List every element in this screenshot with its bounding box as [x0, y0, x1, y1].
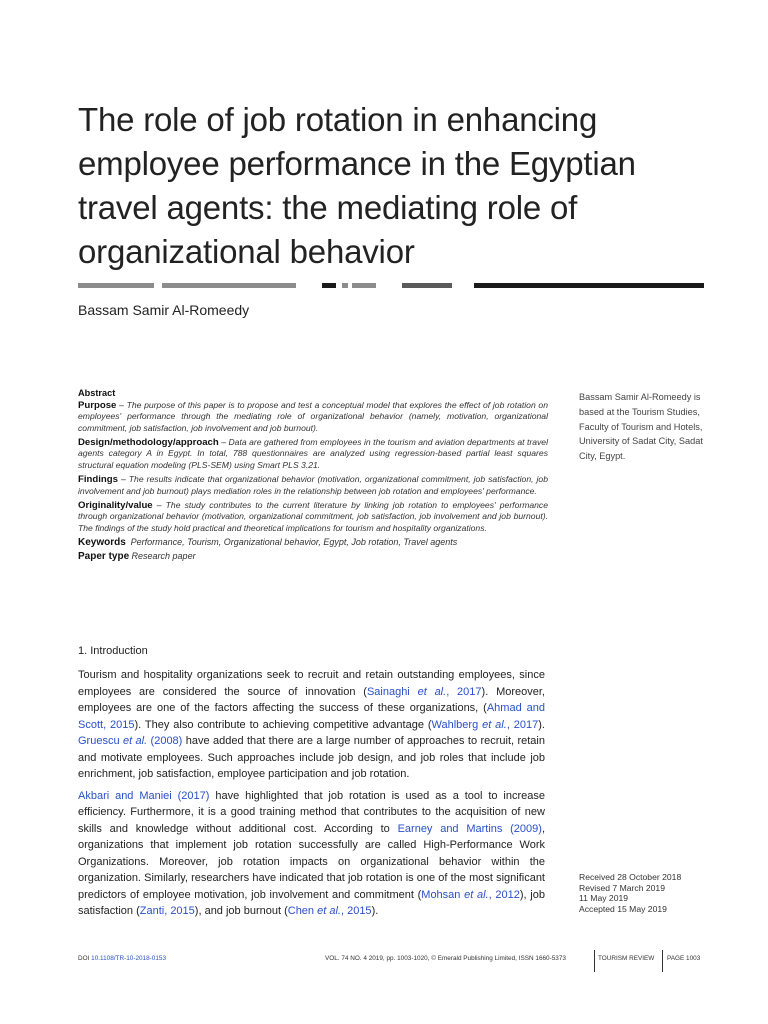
article-history: [579, 872, 719, 914]
citation-link[interactable]: , 2017: [506, 718, 539, 731]
citation-link[interactable]: (2008): [147, 735, 183, 747]
citation-link[interactable]: et al.: [417, 685, 447, 698]
abstract-section-separator: –: [116, 399, 127, 410]
abstract-section: [78, 474, 548, 497]
title-rule-segment: [322, 283, 336, 288]
date-revised: Revised 7 March 2019: [579, 882, 665, 893]
doi-label: DOI: [78, 955, 90, 962]
citation-link[interactable]: et al.: [464, 888, 489, 901]
citation-link[interactable]: Earney and Martins (2009): [397, 822, 542, 835]
abstract-section-label: Purpose: [78, 399, 117, 411]
body-text-run: , organizations that implement job rotation successfully are called High-Performance Work Organizations. Moreover, job rotation impacts on organizational behavior within the organization. Similarly, researchers have indicated that job rotation is one of the most significant predictors of employee motivation, job involvement and commitment (: [78, 822, 546, 901]
abstract-sections: [78, 400, 548, 535]
abstract-section-text: The study contributes to the current literature by linking job rotation to employees' performance through organizational behavior (motivation, organizational commitment, job satisfaction, job involvement and job burnout). The findings of the study hold practical and theoretical implications for tourism and hospitality organizations.: [78, 499, 548, 534]
keywords-label: Keywords: [78, 537, 126, 549]
citation-link[interactable]: Ahmad and Scott, 2015: [78, 702, 545, 731]
body-text-run: ).: [538, 718, 545, 731]
citation-link[interactable]: Zanti, 2015: [139, 905, 195, 917]
abstract-section-label: Findings: [78, 474, 118, 486]
citation-link[interactable]: , 2015: [340, 905, 372, 917]
title-rule-segment: [474, 283, 704, 288]
keywords-value: Performance, Tourism, Organizational behavior, Egypt, Job rotation, Travel agents: [130, 537, 458, 548]
citation-link[interactable]: Akbari and Maniei (2017): [78, 789, 210, 802]
title-rule-segment: [162, 283, 296, 288]
abstract: [78, 388, 548, 565]
citation-link[interactable]: , 2017: [446, 685, 482, 698]
section-heading: 1. Introduction: [78, 645, 148, 657]
date-received: Received 28 October 2018: [579, 872, 682, 882]
citation-link[interactable]: et al.: [122, 735, 148, 747]
paragraph: [78, 667, 545, 783]
citation-link[interactable]: et al.: [482, 718, 507, 731]
doi-link[interactable]: 10.1108/TR-10-2018-0153: [91, 955, 167, 962]
body-text-run: ). Moreover, employees are one of the factors affecting the success of these organizations, (: [78, 685, 545, 714]
citation-link[interactable]: Sainaghi: [366, 685, 418, 698]
keywords-line: [78, 537, 548, 549]
citation-link[interactable]: Chen: [287, 905, 318, 917]
paper-type-value: Research paper: [131, 551, 196, 562]
citation-link[interactable]: et al.: [317, 905, 341, 917]
title-rule-segment: [78, 283, 154, 288]
author-bio: Bassam Samir Al-Romeedy is based at the Tourism Studies, Faculty of Tourism and Hotels, University of Sadat City, Sadat City, Egypt.: [579, 392, 703, 462]
citation-link[interactable]: Gruescu: [78, 735, 123, 747]
abstract-heading: Abstract: [78, 388, 116, 398]
abstract-section-separator: –: [218, 436, 229, 447]
abstract-section-separator: –: [152, 499, 166, 510]
abstract-section-label: Originality/value: [78, 499, 153, 511]
date-revised-2: 11 May 2019: [579, 893, 629, 904]
abstract-section-text: Data are gathered from employees in the tourism and aviation departments at travel agents category A in Egypt. In total, 788 questionnaires are analyzed using regression-based partial least squares structural equation modeling (PLS-SEM) using Smart PLS 3.21.: [78, 436, 548, 471]
body-text-run: have highlighted that job rotation is used as a tool to increase efficiency. Furthermore, it is a good training method that contributes to the acquisition of new skills and knowledge without additional cost. According to: [78, 789, 545, 835]
title-rule-segment: [352, 283, 376, 288]
abstract-section-separator: –: [117, 474, 129, 485]
footer-citation: VOL. 74 NO. 4 2019, pp. 1003-1020, © Emerald Publishing Limited, ISSN 1660-5373: [325, 955, 566, 962]
body-text-run: ). They also contribute to achieving competitive advantage (: [134, 718, 432, 731]
citation-link[interactable]: Mohsan: [421, 888, 465, 901]
introduction-body: [78, 667, 545, 925]
abstract-section-text: The results indicate that organizational behavior (motivation, organizational commitment, job satisfaction, job involvement and job burnout) plays mediation roles in the relationship between job rotation and employees' performance.: [78, 474, 548, 496]
author-name: Bassam Samir Al-Romeedy: [78, 302, 250, 318]
abstract-section: [78, 500, 548, 535]
abstract-section-text: The purpose of this paper is to propose and test a conceptual model that explores the effect of job rotation on employees' performance through the mediating role of organizational behavior (namely, motivation, organizational commitment, job satisfaction, job involvement and job burnout).: [78, 399, 548, 433]
title-rule-segment: [402, 283, 452, 288]
paper-type-line: [78, 551, 548, 563]
abstract-section: [78, 437, 548, 472]
body-text-run: ), and job burnout (: [194, 905, 288, 917]
footer-journal: TOURISM REVIEW: [598, 955, 655, 962]
body-text-run: ).: [371, 905, 379, 917]
article-title: The role of job rotation in enhancing employee performance in the Egyptian travel agents: the mediating role of organizational behavior: [78, 101, 636, 270]
title-rule-segment: [342, 283, 348, 288]
body-text-run: Tourism and hospitality organizations seek to recruit and retain outstanding employees, since employees are considered the source of innovation (: [78, 669, 545, 698]
date-accepted: Accepted 15 May 2019: [579, 903, 667, 914]
paragraph: [78, 788, 545, 920]
footer-doi: [78, 955, 166, 962]
footer-page: PAGE 1003: [667, 955, 701, 962]
abstract-section-label: Design/methodology/approach: [78, 436, 219, 448]
footer-divider: [594, 950, 595, 972]
citation-link[interactable]: Wahlberg: [431, 718, 483, 731]
abstract-section: [78, 400, 548, 435]
body-text-run: ), job satisfaction (: [78, 888, 545, 917]
paper-type-label: Paper type: [78, 551, 130, 563]
body-text-run: have added that there are a large number of approaches to recruit, retain and motivate employees. Such approaches include job design, and job roles that include job enrichment, job satisfaction, employee participation and job rotation.: [78, 735, 545, 780]
footer-divider: [662, 950, 663, 972]
citation-link[interactable]: , 2012: [488, 888, 520, 901]
